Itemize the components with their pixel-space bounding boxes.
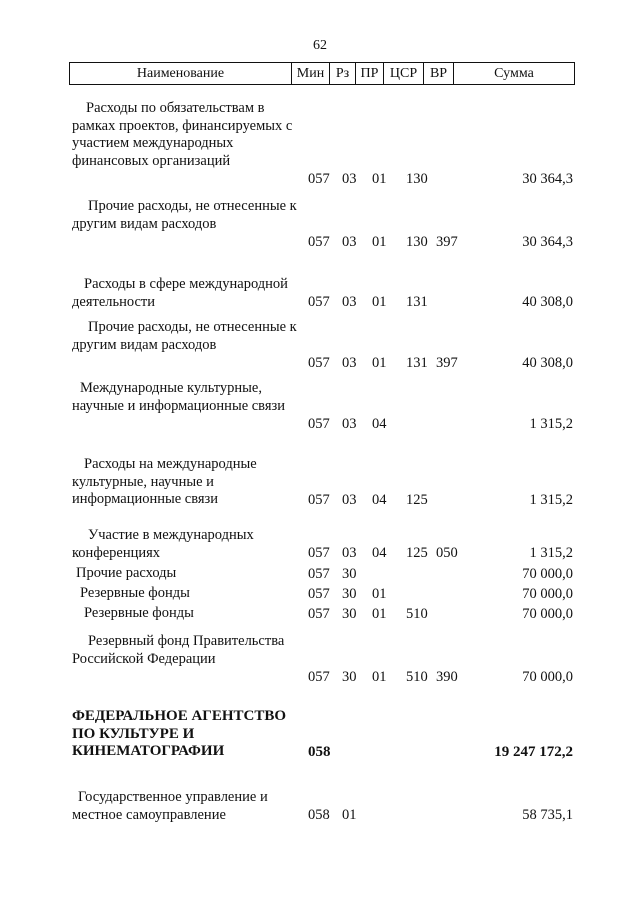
header-min: Мин — [292, 63, 330, 84]
row-name: Расходы по обязательствам в рамках проектов, финансируемых с участием международных финансовых организаций — [72, 100, 293, 169]
row-name: Участие в международных конференциях — [72, 527, 254, 561]
row-pr: 01 — [372, 170, 387, 187]
row-min: 058 — [308, 743, 331, 760]
row-csr: 130 — [406, 233, 428, 250]
table-row — [0, 380, 640, 433]
header-pr: ПР — [356, 63, 384, 84]
header-rz: Рз — [330, 63, 356, 84]
row-rz: 03 — [342, 170, 357, 187]
row-sum: 40 308,0 — [522, 293, 573, 310]
table-row — [0, 276, 640, 311]
row-rz: 01 — [342, 806, 357, 823]
table-row — [0, 456, 640, 509]
row-sum: 1 315,2 — [529, 415, 573, 432]
header-vr: ВР — [424, 63, 454, 84]
row-name: Резервные фонды — [80, 585, 190, 601]
row-sum: 58 735,1 — [522, 806, 573, 823]
header-sum: Сумма — [494, 65, 534, 81]
row-csr: 510 — [406, 668, 428, 685]
row-min: 057 — [308, 170, 330, 187]
row-name: Расходы в сфере международной деятельности — [72, 276, 288, 310]
row-csr: 510 — [406, 605, 428, 622]
row-min: 058 — [308, 806, 330, 823]
row-name: Расходы на международные культурные, научные и информационные связи — [72, 456, 257, 507]
row-sum: 40 308,0 — [522, 354, 573, 371]
table-body — [0, 100, 640, 824]
table-row — [0, 789, 640, 824]
table-row — [0, 527, 640, 562]
table-row — [0, 605, 640, 623]
row-csr: 131 — [406, 293, 428, 310]
row-rz: 03 — [342, 233, 357, 250]
row-sum: 30 364,3 — [522, 233, 573, 250]
row-name: Резервный фонд Правительства Российской Федерации — [72, 633, 285, 667]
row-name: Международные культурные, научные и информационные связи — [72, 380, 285, 414]
row-vr: 050 — [436, 544, 458, 561]
row-rz: 03 — [342, 544, 357, 561]
row-pr: 04 — [372, 415, 387, 432]
row-rz: 03 — [342, 491, 357, 508]
row-name: Прочие расходы, не отнесенные к другим видам расходов — [72, 198, 297, 232]
row-rz: 03 — [342, 293, 357, 310]
row-sum: 19 247 172,2 — [494, 743, 573, 760]
row-pr: 04 — [372, 544, 387, 561]
table-row — [0, 633, 640, 686]
row-sum: 70 000,0 — [522, 585, 573, 602]
row-min: 057 — [308, 293, 330, 310]
header-name: Наименование — [70, 63, 292, 84]
row-pr: 01 — [372, 233, 387, 250]
row-rz: 30 — [342, 605, 357, 622]
table-row — [0, 319, 640, 372]
row-sum: 70 000,0 — [522, 668, 573, 685]
row-rz: 03 — [342, 415, 357, 432]
table-row — [0, 198, 640, 251]
row-name: Прочие расходы, не отнесенные к другим видам расходов — [72, 319, 297, 353]
row-name: Государственное управление и местное самоуправление — [72, 789, 268, 823]
row-csr: 125 — [406, 491, 428, 508]
row-rz: 30 — [342, 565, 357, 582]
row-min: 057 — [308, 565, 330, 582]
row-min: 057 — [308, 585, 330, 602]
row-name: ФЕДЕРАЛЬНОЕ АГЕНТСТВО ПО КУЛЬТУРЕ И КИНЕМАТОГРАФИИ — [72, 708, 287, 759]
row-min: 057 — [308, 491, 330, 508]
row-min: 057 — [308, 354, 330, 371]
row-csr: 131 — [406, 354, 428, 371]
row-min: 057 — [308, 605, 330, 622]
row-pr: 04 — [372, 491, 387, 508]
row-vr: 390 — [436, 668, 458, 685]
row-sum: 1 315,2 — [529, 491, 573, 508]
row-min: 057 — [308, 544, 330, 561]
row-rz: 30 — [342, 668, 357, 685]
row-pr: 01 — [372, 354, 387, 371]
table-row — [0, 100, 640, 188]
row-vr: 397 — [436, 354, 458, 371]
page-number: 62 — [313, 38, 327, 53]
row-min: 057 — [308, 415, 330, 432]
table-header — [69, 62, 575, 85]
row-pr: 01 — [372, 605, 387, 622]
header-csr: ЦСР — [384, 63, 424, 84]
row-csr: 125 — [406, 544, 428, 561]
row-sum: 70 000,0 — [522, 605, 573, 622]
table-row — [0, 585, 640, 603]
table-row — [0, 565, 640, 583]
row-pr: 01 — [372, 293, 387, 310]
table-row — [0, 708, 640, 761]
row-pr: 01 — [372, 585, 387, 602]
row-rz: 03 — [342, 354, 357, 371]
row-csr: 130 — [406, 170, 428, 187]
row-name: Резервные фонды — [84, 605, 194, 621]
row-min: 057 — [308, 233, 330, 250]
row-rz: 30 — [342, 585, 357, 602]
row-sum: 70 000,0 — [522, 565, 573, 582]
row-pr: 01 — [372, 668, 387, 685]
row-vr: 397 — [436, 233, 458, 250]
row-sum: 30 364,3 — [522, 170, 573, 187]
row-min: 057 — [308, 668, 330, 685]
row-sum: 1 315,2 — [529, 544, 573, 561]
row-name: Прочие расходы — [76, 565, 177, 581]
